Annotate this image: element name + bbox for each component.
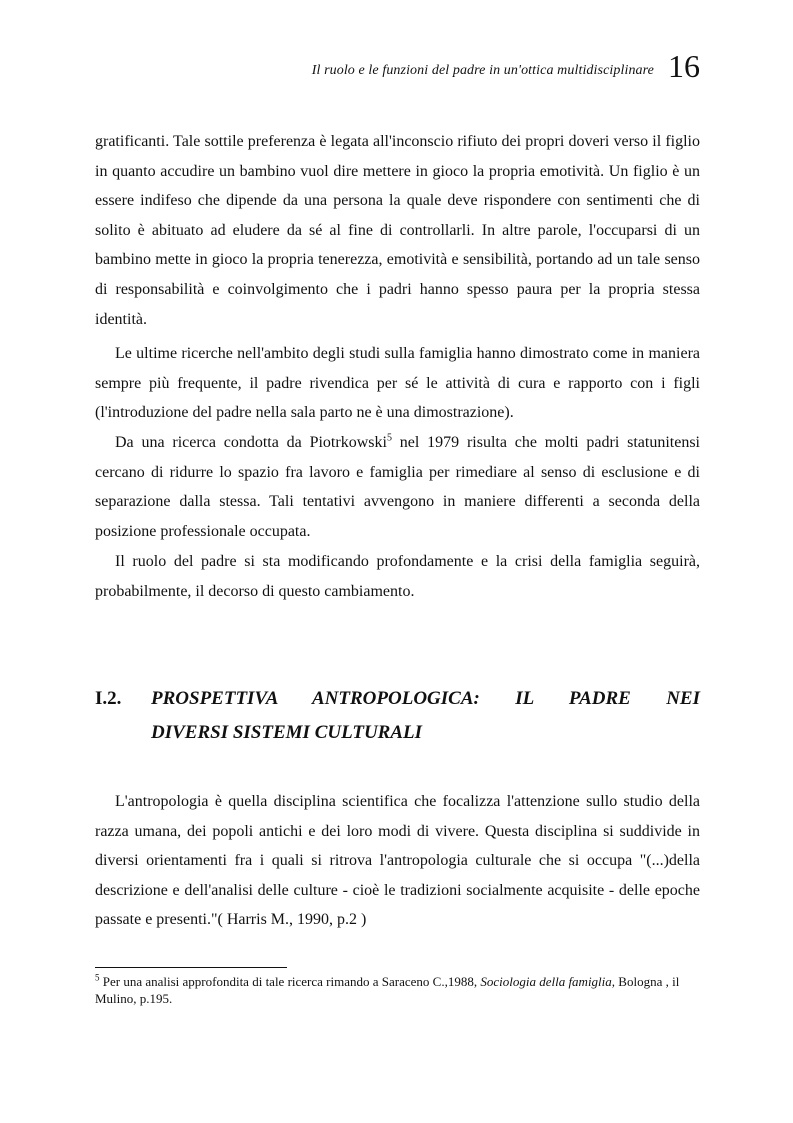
running-header [95,44,700,84]
paragraph-3 [95,428,700,546]
section-title-line-2: DIVERSI SISTEMI CULTURALI [151,722,423,743]
paragraph-5: L'antropologia è quella disciplina scientifica che focalizza l'attenzione sullo studio della razza umana, dei popoli antichi e dei loro modi di vivere. Questa disciplina si suddivide in diversi orientamenti fra i quali si ritrova l'antropologia culturale che si occupa "(...)della descrizione e dell'analisi delle culture - cioè le tradizioni socialmente acquisite - delle epoche passate e presenti."( Harris M., 1990, p.2 ) [95,793,700,929]
section-title [151,682,700,750]
footnote-book-title: Sociologia della famiglia, [480,974,616,989]
footnote-reference[interactable]: 5 [386,432,392,444]
page-number: 16 [668,48,700,84]
section-number: I.2. [95,688,122,709]
paragraph-1: gratificanti. Tale sottile preferenza è legata all'inconscio rifiuto dei propri doveri verso il figlio in quanto accudire un bambino vuol dire mettere in gioco la propria emotività. Un figlio è un essere indifeso che dipende da una persona la quale deve rispondere con sentimenti che di solito è abituato ad eludere da sé al fine di controllarli. In altre parole, l'occuparsi di un bambino mette in gioco la propria tenerezza, emotività e sensibilità, portando ad un tale senso di responsabilità e coinvolgimento che i padri hanno spesso paura per la propria stessa identità. [95,133,700,328]
footnote-separator [95,967,287,968]
footnote-text-start: Per una analisi approfondita di tale ricerca rimando a Saraceno C.,1988, [99,974,481,989]
footnote [95,973,700,1007]
footnote-marker: 5 [95,972,100,983]
paragraph-3-end: nel 1979 risulta che molti padri statunitensi cercano di ridurre lo spazio fra lavoro e famiglia per rimediare al senso di esclusione e di separazione dalla stessa. Tali tentativi avvengono in maniere differenti a seconda della posizione professionale occupata. [95,434,700,540]
footnote-text-end: Bologna , il Mulino, p.195. [95,974,680,1006]
section-title-line-1: PROSPETTIVA ANTROPOLOGICA: IL PADRE NEI [151,688,700,709]
paragraph-2: Le ultime ricerche nell'ambito degli studi sulla famiglia hanno dimostrato come in maniera sempre più frequente, il padre rivendica per sé le attività di cura e rapporto con i figli (l'introduzione del padre nella sala parto ne è una dimostrazione). [95,345,700,422]
paragraph-3-start: Da una ricerca condotta da Piotrkowski [115,434,387,451]
section-heading [95,682,700,750]
paragraph-4: Il ruolo del padre si sta modificando profondamente e la crisi della famiglia seguirà, probabilmente, il decorso di questo cambiamento. [95,553,700,600]
header-title: Il ruolo e le funzioni del padre in un'ottica multidisciplinare [311,63,654,78]
